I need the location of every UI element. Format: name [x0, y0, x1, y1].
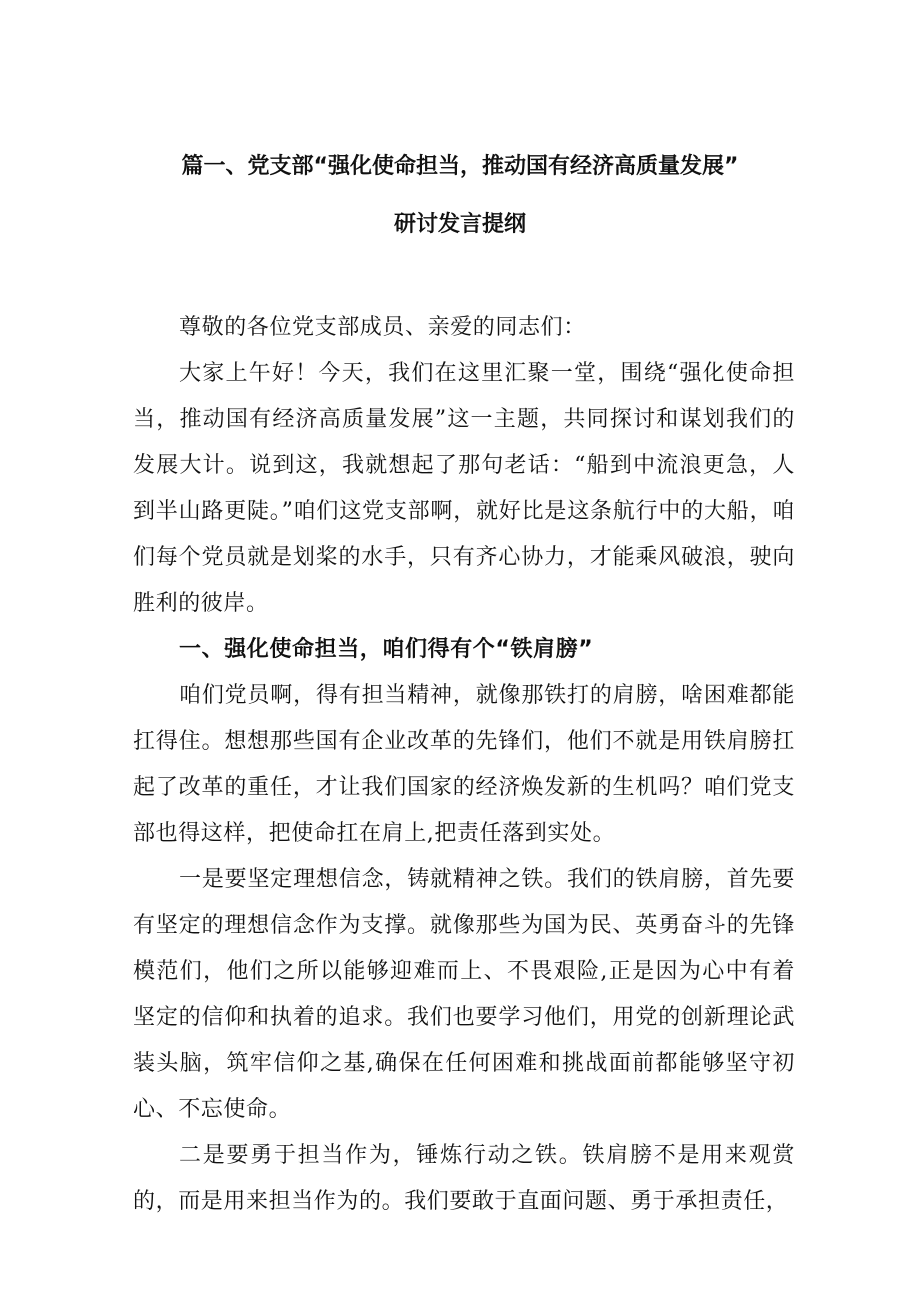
paragraph-point-two: 二是要勇于担当作为，锤炼行动之铁。铁肩膀不是用来观赏的，而是用来担当作为的。我们要敢于直面问题、勇于承担责任，	[133, 1143, 795, 1214]
document-subtitle: 研讨发言提纲	[393, 212, 526, 237]
section-heading: 一、强化使命担当，咱们得有个“铁肩膀”	[179, 637, 594, 662]
salutation: 尊敬的各位党支部成员、亲爱的同志们：	[179, 315, 586, 340]
document-title: 篇一、党支部“强化使命担当，推动国有经济高质量发展”	[181, 154, 739, 179]
paragraph-iron-shoulder: 咱们党员啊，得有担当精神，就像那铁打的肩膀，啥困难都能扛得住。想想那些国有企业改革的先锋们，他们不就是用铁肩膀扛起了改革的重任，才让我们国家的经济焕发新的生机吗？咱们党支部也得这样，把使命扛在肩上,把责任落到实处。	[133, 683, 795, 846]
document-body	[133, 305, 795, 1225]
paragraph-intro: 大家上午好！今天，我们在这里汇聚一堂，围绕“强化使命担当，推动国有经济高质量发展”这一主题，共同探讨和谋划我们的发展大计。说到这，我就想起了那句老话：“船到中流浪更急，人到半山路更陡。”咱们这党支部啊，就好比是这条航行中的大船，咱们每个党员就是划桨的水手，只有齐心协力，才能乘风破浪，驶向胜利的彼岸。	[133, 361, 795, 616]
paragraph-point-one: 一是要坚定理想信念，铸就精神之铁。我们的铁肩膀，首先要有坚定的理想信念作为支撑。就像那些为国为民、英勇奋斗的先锋模范们，他们之所以能够迎难而上、不畏艰险,正是因为心中有着坚定的信仰和执着的追求。我们也要学习他们，用党的创新理论武装头脑，筑牢信仰之基,确保在任何困难和挑战面前都能够坚守初心、不忘使命。	[133, 867, 795, 1122]
